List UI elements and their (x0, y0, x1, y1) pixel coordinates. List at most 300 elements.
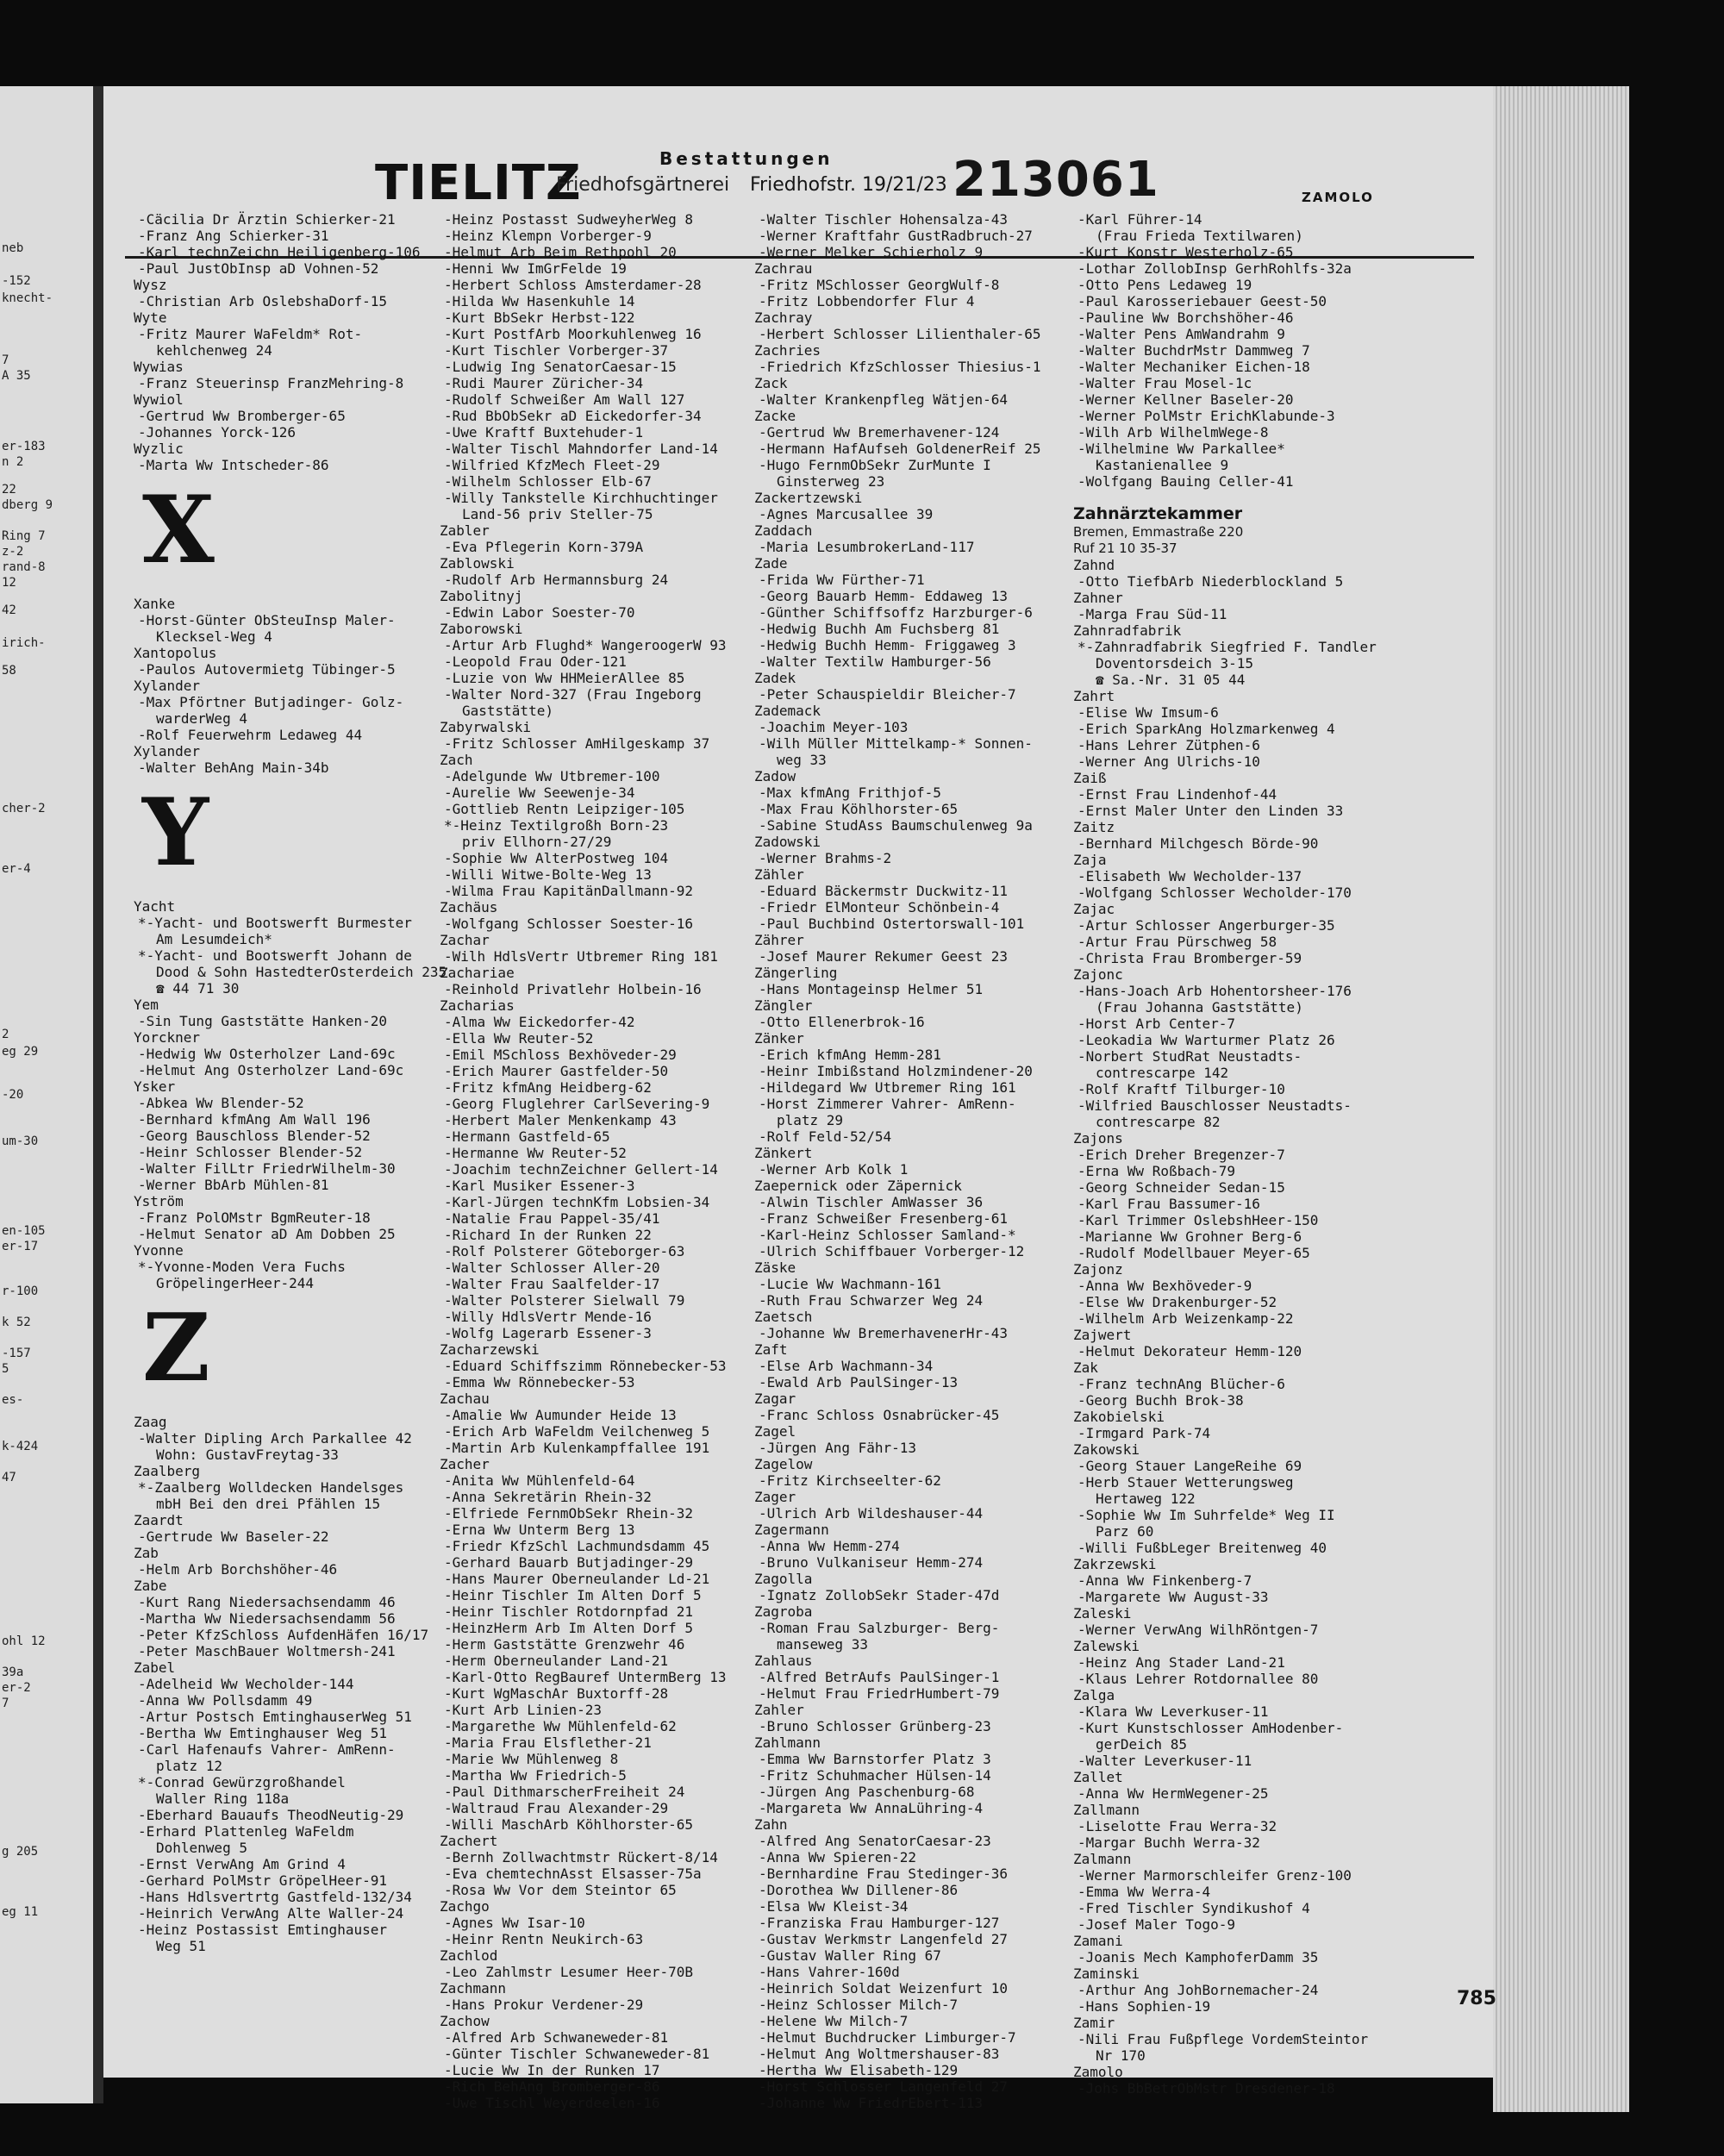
listing-entry: -Paul Buchbind Ostertorswall-101 (759, 916, 1025, 932)
surname-heading: Zach (440, 752, 473, 768)
listing-entry: -Liselotte Frau Werra-32 (1078, 1818, 1277, 1834)
listing-entry: -Heinr Imbißstand Holzmindener-20 (759, 1063, 1033, 1079)
left-page-fragment: 5 (2, 1362, 9, 1376)
listing-entry: -Walter Frau Saalfelder-17 (444, 1276, 660, 1292)
listing-entry: -Agnes Marcusallee 39 (759, 506, 934, 522)
listing-entry: -Bernhard Milchgesch Börde-90 (1078, 835, 1319, 852)
listing-entry: -Max kfmAng Frithjof-5 (759, 784, 941, 801)
listing-entry: -Fritz Kirchseelter-62 (759, 1472, 941, 1489)
listing-entry: -Emma Ww Barnstorfer Platz 3 (759, 1751, 991, 1767)
listing-entry: -Lucie Ww Wachmann-161 (759, 1276, 941, 1292)
listing-entry: -Uwe Tischl Weyerdeelen-16 (444, 2095, 660, 2111)
listing-entry: -Eduard Bäckermstr Duckwitz-11 (759, 883, 1008, 899)
listing-entry: -Maria LesumbrokerLand-117 (759, 539, 975, 555)
left-page-fragment: 7 (2, 1697, 9, 1710)
listing-entry: -Hans Prokur Verdener-29 (444, 1997, 644, 2013)
surname-heading: Zallet (1073, 1769, 1123, 1785)
listing-entry: *-Zahnradfabrik Siegfried F. Tandler (1078, 639, 1377, 655)
left-page-fragment: en-105 (2, 1224, 46, 1238)
listing-entry: -Herbert Schlosser Lilienthaler-65 (759, 326, 1041, 342)
listing-entry: -Walter Krankenpfleg Wätjen-64 (759, 391, 1008, 408)
listing-entry: -Hans Lehrer Zütphen-6 (1078, 737, 1260, 753)
listing-entry: -Gerhard PolMstr GröpelHeer-91 (138, 1872, 387, 1889)
column-3 (754, 211, 1073, 2111)
listing-entry: -Anna Ww Spieren-22 (759, 1849, 917, 1865)
entry-continuation: contrescarpe 82 (1096, 1114, 1221, 1130)
listing-entry: -Klaus Lehrer Rotdornallee 80 (1078, 1671, 1319, 1687)
listing-entry: -Heinz Schlosser Milch-7 (759, 1997, 959, 2013)
listing-entry: -Eva Pflegerin Korn-379A (444, 539, 644, 555)
listing-entry: -Amalie Ww Aumunder Heide 13 (444, 1407, 677, 1423)
listing-entry: -Uwe Kraftf Buxtehuder-1 (444, 424, 644, 441)
left-page-fragment: g 205 (2, 1845, 39, 1859)
left-page-fragment: es- (2, 1393, 24, 1407)
listing-entry: -Edwin Labor Soester-70 (444, 604, 635, 621)
page-edges (1493, 86, 1629, 2112)
listing-entry: -Fritz Lobbendorfer Flur 4 (759, 293, 975, 309)
listing-entry: -Walter Leverkuser-11 (1078, 1753, 1252, 1769)
left-page-fragment: k 52 (2, 1315, 31, 1329)
left-page-fragment: eg 11 (2, 1905, 39, 1919)
listing-entry: -Abkea Ww Blender-52 (138, 1095, 304, 1111)
listing-entry: -Fritz kfmAng Heidberg-62 (444, 1079, 652, 1096)
listing-entry: -Dorothea Ww Dillener-86 (759, 1882, 959, 1898)
listing-entry: -Rolf Kraftf Tilburger-10 (1078, 1081, 1285, 1097)
listing-entry: -Friedr ElMonteur Schönbein-4 (759, 899, 1000, 916)
listing-entry: -Lucie Ww In der Runken 17 (444, 2062, 660, 2078)
listing-entry: -Cäcilia Dr Ärztin Schierker-21 (138, 211, 396, 228)
listing-entry: -Josef Maurer Rekumer Geest 23 (759, 948, 1008, 965)
listing-entry: -Hedwig Ww Osterholzer Land-69c (138, 1046, 396, 1062)
advertisement-header (103, 140, 1493, 209)
listing-entry: -Jürgen Ang Paschenburg-68 (759, 1784, 975, 1800)
listing-entry: -Walter Frau Mosel-1c (1078, 375, 1252, 391)
listing-entry: -Peter MaschBauer Woltmersh-241 (138, 1643, 396, 1659)
listing-entry: -Wilh Müller Mittelkamp-* Sonnen- (759, 735, 1033, 752)
listing-entry: -Werner Ang Ulrichs-10 (1078, 753, 1260, 770)
listing-entry: -Karl technZeichn Heiligenberg-106 (138, 244, 421, 260)
listing-entry: -Sabine StudAss Baumschulenweg 9a (759, 817, 1033, 834)
listing-entry: -Arthur Ang JohBornemacher-24 (1078, 1982, 1319, 1998)
listing-entry: -Erich Maurer Gastfelder-50 (444, 1063, 669, 1079)
listing-entry: -Walter BuchdrMstr Dammweg 7 (1078, 342, 1310, 359)
listing-entry: -Otto TiefbArb Niederblockland 5 (1078, 573, 1344, 590)
surname-heading: Zajonc (1073, 966, 1123, 983)
listing-entry: -Wilhelm Schlosser Elb-67 (444, 473, 652, 490)
entry-continuation: Parz 60 (1096, 1523, 1154, 1540)
left-page-fragment: 58 (2, 664, 16, 678)
listing-entry: -Horst Schlosser Langenfeld 27 (759, 2078, 1008, 2095)
listing-entry: -Paul Karosseriebauer Geest-50 (1078, 293, 1327, 309)
entry-continuation: Nr 170 (1096, 2047, 1146, 2064)
entry-continuation: Weg 51 (156, 1938, 206, 1954)
left-page-fragment: um-30 (2, 1134, 39, 1148)
listing-entry: -Hedwig Buchh Hemm- Friggaweg 3 (759, 637, 1016, 653)
listing-entry: -Walter Textilw Hamburger-56 (759, 653, 991, 670)
advert-brand: TIELITZ (375, 155, 582, 211)
entry-continuation: priv Ellhorn-27/29 (462, 834, 612, 850)
listing-entry: -Helmut Buchdrucker Limburger-7 (759, 2029, 1016, 2046)
left-page-fragment: 2 (2, 1028, 9, 1041)
listing-entry: -Walter Schlosser Aller-20 (444, 1259, 660, 1276)
surname-heading: Zagroba (754, 1603, 813, 1620)
listing-entry: *-Yacht- und Bootswerft Burmester (138, 915, 412, 931)
listing-entry: -Heinr Tischler Rotdornpfad 21 (444, 1603, 693, 1620)
listing-entry: -Georg Bauschloss Blender-52 (138, 1128, 371, 1144)
listing-entry: -Willy Tankstelle Kirchhuchtinger (444, 490, 718, 506)
listing-entry: -Franz PolOMstr BgmReuter-18 (138, 1209, 371, 1226)
column-2 (440, 211, 759, 2111)
listing-entry: -Joachim Meyer-103 (759, 719, 909, 735)
advert-address: Friedhofstr. 19/21/23 (750, 174, 947, 196)
listing-entry: -Werner BbArb Mühlen-81 (138, 1177, 329, 1193)
listing-entry: -Fritz Schlosser AmHilgeskamp 37 (444, 735, 710, 752)
listing-entry: -Emma Ww Rönnebecker-53 (444, 1374, 635, 1390)
listing-entry: -Walter Pens AmWandrahm 9 (1078, 326, 1285, 342)
listing-entry: -Joachim technZeichner Gellert-14 (444, 1161, 718, 1178)
listing-entry: -Wilhelm Arb Weizenkamp-22 (1078, 1310, 1294, 1327)
left-page-fragment: er-17 (2, 1240, 39, 1253)
listing-entry: -Adelgunde Ww Utbremer-100 (444, 768, 660, 784)
listing-entry: -Emil MSchloss Bexhöveder-29 (444, 1047, 677, 1063)
listing-entry: -Wilma Frau KapitänDallmann-92 (444, 883, 693, 899)
listing-entry: -Kurt WgMaschAr Buxtorff-28 (444, 1685, 669, 1702)
listing-entry: -Franz Steuerinsp FranzMehring-8 (138, 375, 404, 391)
listing-entry: -Kurt Kunstschlosser AmHodenber- (1078, 1720, 1344, 1736)
entry-continuation: manseweg 33 (777, 1636, 868, 1653)
listing-entry: -Erich kfmAng Hemm-281 (759, 1047, 941, 1063)
listing-entry: -Norbert StudRat Neustadts- (1078, 1048, 1302, 1065)
listing-entry: -Wolfgang Bauing Celler-41 (1078, 473, 1294, 490)
entry-continuation: Klecksel-Weg 4 (156, 628, 272, 645)
listing-entry: -Kurt Rang Niedersachsendamm 46 (138, 1594, 396, 1610)
entry-continuation: Waller Ring 118a (156, 1790, 290, 1807)
surname-heading: Zakrzewski (1073, 1556, 1157, 1572)
listing-entry: -Karl-Heinz Schlosser Samland-* (759, 1227, 1016, 1243)
surname-heading: Zachäus (440, 899, 498, 916)
listing-entry: -Elisabeth Ww Wecholder-137 (1078, 868, 1302, 884)
running-head: ZAMOLO (1302, 190, 1374, 205)
surname-heading: Zamani (1073, 1933, 1123, 1949)
section-letter: Y (142, 778, 209, 887)
listing-entry: -Lothar ZollobInsp GerhRohlfs-32a (1078, 260, 1352, 277)
listing-entry: -Gerhard Bauarb Butjadinger-29 (444, 1554, 693, 1571)
listing-entry: -Georg Schneider Sedan-15 (1078, 1179, 1285, 1196)
listing-entry: -Hans-Joach Arb Hohentorsheer-176 (1078, 983, 1352, 999)
listing-entry: -Günther Schiffsoffz Harzburger-6 (759, 604, 1033, 621)
surname-heading: Zabolitnyj (440, 588, 523, 604)
section-letter: Z (142, 1294, 210, 1403)
column-4 (1073, 211, 1392, 2097)
surname-heading: Zahner (1073, 590, 1123, 606)
surname-heading: Zaag (134, 1414, 167, 1430)
surname-heading: Zadowski (754, 834, 821, 850)
listing-entry: -Herbert Maler Menkenkamp 43 (444, 1112, 677, 1128)
surname-heading: Zab (134, 1545, 159, 1561)
listing-entry: -Walter Mechaniker Eichen-18 (1078, 359, 1310, 375)
surname-heading: Xantopolus (134, 645, 217, 661)
listing-entry: -Henni Ww ImGrFelde 19 (444, 260, 627, 277)
surname-heading: Zänker (754, 1030, 804, 1047)
listing-entry: -Helmut Ang Woltmershauser-83 (759, 2046, 1000, 2062)
left-page-fragment: ohl 12 (2, 1634, 46, 1648)
listing-entry: -Carl Hafenaufs Vahrer- AmRenn- (138, 1741, 396, 1758)
left-page-fragment: eg 29 (2, 1045, 39, 1059)
surname-heading: Zängerling (754, 965, 838, 981)
surname-heading: Zaft (754, 1341, 788, 1358)
left-page-fragment: irich- (2, 636, 46, 650)
entry-continuation: Gaststätte) (462, 703, 553, 719)
listing-entry: -Rolf Feld-52/54 (759, 1128, 892, 1145)
listing-entry: -Rudolf Schweißer Am Wall 127 (444, 391, 685, 408)
surname-heading: Zährer (754, 932, 804, 948)
left-page-fragment: 47 (2, 1471, 16, 1484)
surname-heading: Zacke (754, 408, 796, 424)
listing-entry: -Paul DithmarscherFreiheit 24 (444, 1784, 685, 1800)
listing-entry: -Rud BbObSekr aD Eickedorfer-34 (444, 408, 702, 424)
listing-entry: -Werner Melker Schierholz 9 (759, 244, 984, 260)
left-page-fragment: z-2 (2, 545, 24, 559)
surname-heading: Zacher (440, 1456, 490, 1472)
listing-entry: -Else Ww Drakenburger-52 (1078, 1294, 1277, 1310)
listing-entry: -Gertrud Ww Bremerhavener-124 (759, 424, 1000, 441)
listing-entry: -Georg Buchh Brok-38 (1078, 1392, 1244, 1409)
surname-heading: Zagel (754, 1423, 796, 1440)
surname-heading: Zagolla (754, 1571, 813, 1587)
surname-heading: Wyte (134, 309, 167, 326)
surname-heading: Wyzlic (134, 441, 184, 457)
surname-heading: Zaborowski (440, 621, 523, 637)
listing-entry: -Marie Ww Mühlenweg 8 (444, 1751, 619, 1767)
surname-heading: Zalga (1073, 1687, 1115, 1703)
left-page-fragment: -152 (2, 274, 31, 288)
listing-entry: -Pauline Ww Borchshöher-46 (1078, 309, 1294, 326)
listing-entry: -Anna Sekretärin Rhein-32 (444, 1489, 652, 1505)
listing-entry: -Helmut Arb Beim Rethpohl 20 (444, 244, 677, 260)
entry-continuation: gerDeich 85 (1096, 1736, 1187, 1753)
listing-entry: -Herm Oberneulander Land-21 (444, 1653, 669, 1669)
listing-entry: -Herbert Schloss Amsterdamer-28 (444, 277, 702, 293)
listing-entry: -Karl Trimmer OslebshHeer-150 (1078, 1212, 1319, 1228)
surname-heading: Zäske (754, 1259, 796, 1276)
listing-entry: -Josef Maler Togo-9 (1078, 1916, 1236, 1933)
listing-entry: -Hans Sophien-19 (1078, 1998, 1211, 2015)
surname-heading: Zachlod (440, 1947, 498, 1964)
surname-heading: Zadow (754, 768, 796, 784)
left-page-fragment: rand-8 (2, 560, 46, 574)
listing-entry: -Erhard Plattenleg WaFeldm (138, 1823, 354, 1840)
entry-continuation: Hertaweg 122 (1096, 1490, 1196, 1507)
listing-entry: -Reinhold Privatlehr Holbein-16 (444, 981, 702, 997)
surname-heading: Zaminski (1073, 1965, 1140, 1982)
listing-entry: -Martha Ww Friedrich-5 (444, 1767, 627, 1784)
listing-entry: -Margar Buchh Werra-32 (1078, 1834, 1260, 1851)
entry-continuation: ☎ 44 71 30 (156, 980, 240, 997)
listing-entry: -Wilhelmine Ww Parkallee* (1078, 441, 1285, 457)
surname-heading: Xanke (134, 596, 176, 612)
listing-entry: -Ulrich Arb Wildeshauser-44 (759, 1505, 984, 1522)
listing-entry: -Margareta Ww AnnaLühring-4 (759, 1800, 984, 1816)
listing-entry: -Jürgen Ang Fähr-13 (759, 1440, 917, 1456)
entry-continuation: mbH Bei den drei Pfählen 15 (156, 1496, 381, 1512)
listing-entry: *-Conrad Gewürzgroßhandel (138, 1774, 346, 1790)
surname-heading: Zachariae (440, 965, 515, 981)
listing-entry: -Günter Tischler Schwaneweder-81 (444, 2046, 710, 2062)
listing-entry: -Georg Stauer LangeReihe 69 (1078, 1458, 1302, 1474)
listing-entry: -Wilfried Bauschlosser Neustadts- (1078, 1097, 1352, 1114)
surname-heading: Wysz (134, 277, 167, 293)
surname-heading: Ysker (134, 1078, 176, 1095)
listing-entry: -Max Frau Köhlhorster-65 (759, 801, 959, 817)
listing-entry: -Luzie von Ww HHMeierAllee 85 (444, 670, 685, 686)
surname-heading: Zahnd (1073, 557, 1115, 573)
listing-entry: -Walter BehAng Main-34b (138, 759, 329, 776)
listing-entry: -Heinz Ang Stader Land-21 (1078, 1654, 1285, 1671)
listing-entry: -Sophie Ww AlterPostweg 104 (444, 850, 669, 866)
left-page-fragment: 22 (2, 483, 16, 497)
surname-heading: Zabel (134, 1659, 176, 1676)
listing-entry: -Kurt Arb Linien-23 (444, 1702, 603, 1718)
listing-entry: -Horst Arb Center-7 (1078, 1016, 1236, 1032)
listing-entry: -Wolfg Lagerarb Essener-3 (444, 1325, 652, 1341)
listing-entry: -Otto Ellenerbrok-16 (759, 1014, 925, 1030)
surname-heading: Zänkert (754, 1145, 813, 1161)
listing-entry: -Erna Ww Roßbach-79 (1078, 1163, 1236, 1179)
surname-heading: Zakowski (1073, 1441, 1140, 1458)
listing-entry: -Joanis Mech KamphoferDamm 35 (1078, 1949, 1319, 1965)
surname-heading: Xylander (134, 743, 201, 759)
entry-continuation: weg 33 (777, 752, 827, 768)
left-page-fragment: 42 (2, 603, 16, 617)
listing-entry: -Bernhardine Frau Stedinger-36 (759, 1865, 1008, 1882)
listing-entry: -Hermanne Ww Reuter-52 (444, 1145, 627, 1161)
section-letter: X (142, 476, 215, 584)
surname-heading: Zaetsch (754, 1309, 813, 1325)
listing-entry: -Irmgard Park-74 (1078, 1425, 1211, 1441)
surname-heading: Zahn (754, 1816, 788, 1833)
surname-heading: Zalmann (1073, 1851, 1132, 1867)
listing-entry: -Eberhard Bauaufs TheodNeutig-29 (138, 1807, 404, 1823)
surname-heading: Zagelow (754, 1456, 813, 1472)
listing-entry: -Heinrich VerwAng Alte Waller-24 (138, 1905, 404, 1922)
listing-entry: -Franc Schloss Osnabrücker-45 (759, 1407, 1000, 1423)
listing-entry: -Gertrude Ww Baseler-22 (138, 1528, 329, 1545)
listing-entry: -Ella Ww Reuter-52 (444, 1030, 594, 1047)
surname-heading: Zager (754, 1489, 796, 1505)
listing-entry: *-Zaalberg Wolldecken Handelsges (138, 1479, 404, 1496)
listing-entry: -Eva chemtechnAsst Elsasser-75a (444, 1865, 702, 1882)
listing-entry: -Sophie Ww Im Suhrfelde* Weg II (1078, 1507, 1335, 1523)
listing-entry: -Hans Montageinsp Helmer 51 (759, 981, 984, 997)
book-spine (93, 86, 103, 2103)
left-page-fragment: -157 (2, 1347, 31, 1360)
listing-entry: -Gustav Werkmstr Langenfeld 27 (759, 1931, 1008, 1947)
surname-heading: Zacharias (440, 997, 515, 1014)
listing-entry: -Karl-Jürgen technKfm Lobsien-34 (444, 1194, 710, 1210)
listing-entry: -Bernh Zollwachtmstr Rückert-8/14 (444, 1849, 718, 1865)
listing-entry: -Martha Ww Niedersachsendamm 56 (138, 1610, 396, 1627)
listing-entry: -Johanne Ww BremerhavenerHr-43 (759, 1325, 1008, 1341)
listing-entry: -Helmut Frau FriedrHumbert-79 (759, 1685, 1000, 1702)
surname-heading: Zahnradfabrik (1073, 622, 1182, 639)
listing-entry: -Walter FilLtr FriedrWilhelm-30 (138, 1160, 396, 1177)
listing-entry: -Friedr KfzSchl Lachmundsdamm 45 (444, 1538, 710, 1554)
listing-entry: -Hildegard Ww Utbremer Ring 161 (759, 1079, 1016, 1096)
listing-entry: -Frida Ww Fürther-71 (759, 572, 925, 588)
listing-entry: -Heinr Schlosser Blender-52 (138, 1144, 363, 1160)
listing-entry: -Helmut Dekorateur Hemm-120 (1078, 1343, 1302, 1359)
surname-heading: Yvonne (134, 1242, 184, 1259)
listing-entry: -Kurt Tischler Vorberger-37 (444, 342, 669, 359)
surname-heading: Zaja (1073, 852, 1107, 868)
surname-heading: Zachar (440, 932, 490, 948)
listing-entry: -Artur Arb Flughd* WangeroogerW 93 (444, 637, 727, 653)
listing-entry: -Georg Fluglehrer CarlSevering-9 (444, 1096, 710, 1112)
listing-entry: -Hans Hdlsvertrtg Gastfeld-132/34 (138, 1889, 412, 1905)
listing-entry: -Alfred BetrAufs PaulSinger-1 (759, 1669, 1000, 1685)
listing-entry: -Walter Dipling Arch Parkallee 42 (138, 1430, 412, 1447)
surname-heading: Zaitz (1073, 819, 1115, 835)
left-page-edge (0, 86, 93, 2103)
listing-entry: -Gustav Waller Ring 67 (759, 1947, 941, 1964)
left-page-fragment: er-2 (2, 1681, 31, 1695)
listing-entry: -Anita Ww Mühlenfeld-64 (444, 1472, 635, 1489)
left-page-fragment: k-424 (2, 1440, 39, 1453)
surname-heading: Zachau (440, 1390, 490, 1407)
listing-entry: -Ruth Frau Schwarzer Weg 24 (759, 1292, 984, 1309)
listing-entry: -Artur Schlosser Angerburger-35 (1078, 917, 1335, 934)
listing-entry: -Natalie Frau Pappel-35/41 (444, 1210, 660, 1227)
listing-entry: -Christa Frau Bromberger-59 (1078, 950, 1302, 966)
surname-heading: Zahlaus (754, 1653, 813, 1669)
listing-entry: -Werner Brahms-2 (759, 850, 892, 866)
listing-entry: -Rudolf Modellbauer Meyer-65 (1078, 1245, 1310, 1261)
advert-service: Bestattungen (659, 148, 834, 169)
listing-entry: -Ernst VerwAng Am Grind 4 (138, 1856, 346, 1872)
listing-entry: -Leo Zahlmstr Lesumer Heer-70B (444, 1964, 693, 1980)
surname-heading: Zachow (440, 2013, 490, 2029)
surname-heading: Wywias (134, 359, 184, 375)
listing-entry: -Franz Schweißer Fresenberg-61 (759, 1210, 1008, 1227)
entry-continuation: Wohn: GustavFreytag-33 (156, 1447, 339, 1463)
listing-entry: -Anna Ww Pollsdamm 49 (138, 1692, 313, 1709)
surname-heading: Zängler (754, 997, 813, 1014)
listing-entry: -Alfred Arb Schwaneweder-81 (444, 2029, 669, 2046)
surname-heading: Xylander (134, 678, 201, 694)
entry-continuation: Am Lesumdeich* (156, 931, 272, 947)
surname-heading: Zahler (754, 1702, 804, 1718)
entry-continuation: Doventorsdeich 3-15 (1096, 655, 1254, 672)
listing-entry: -Ernst Maler Unter den Linden 33 (1078, 803, 1344, 819)
listing-entry: -Hans Vahrer-160d (759, 1964, 900, 1980)
listing-entry: -Marta Ww Intscheder-86 (138, 457, 329, 473)
listing-entry: -Kurt Konstr Westerholz-65 (1078, 244, 1294, 260)
listing-entry: -Nili Frau Fußpflege VordemSteintor (1078, 2031, 1369, 2047)
listing-entry: -Anna Ww Bexhöveder-9 (1078, 1278, 1252, 1294)
surname-heading: Zabler (440, 522, 490, 539)
left-page-fragment: n 2 (2, 455, 24, 469)
listing-entry: -Franz technAng Blücher-6 (1078, 1376, 1285, 1392)
listing-entry: *-Heinz Textilgroßh Born-23 (444, 817, 669, 834)
surname-heading: Zack (754, 375, 788, 391)
listing-entry: -Georg Bauarb Hemm- Eddaweg 13 (759, 588, 1008, 604)
listing-entry: -Elise Ww Imsum-6 (1078, 704, 1219, 721)
listing-entry: -Johannes Yorck-126 (138, 424, 297, 441)
listing-entry: -Margarete Ww August-33 (1078, 1589, 1269, 1605)
entry-continuation: platz 12 (156, 1758, 223, 1774)
listing-entry: -Artur Postsch EmtinghauserWeg 51 (138, 1709, 412, 1725)
entry-continuation: contrescarpe 142 (1096, 1065, 1229, 1081)
